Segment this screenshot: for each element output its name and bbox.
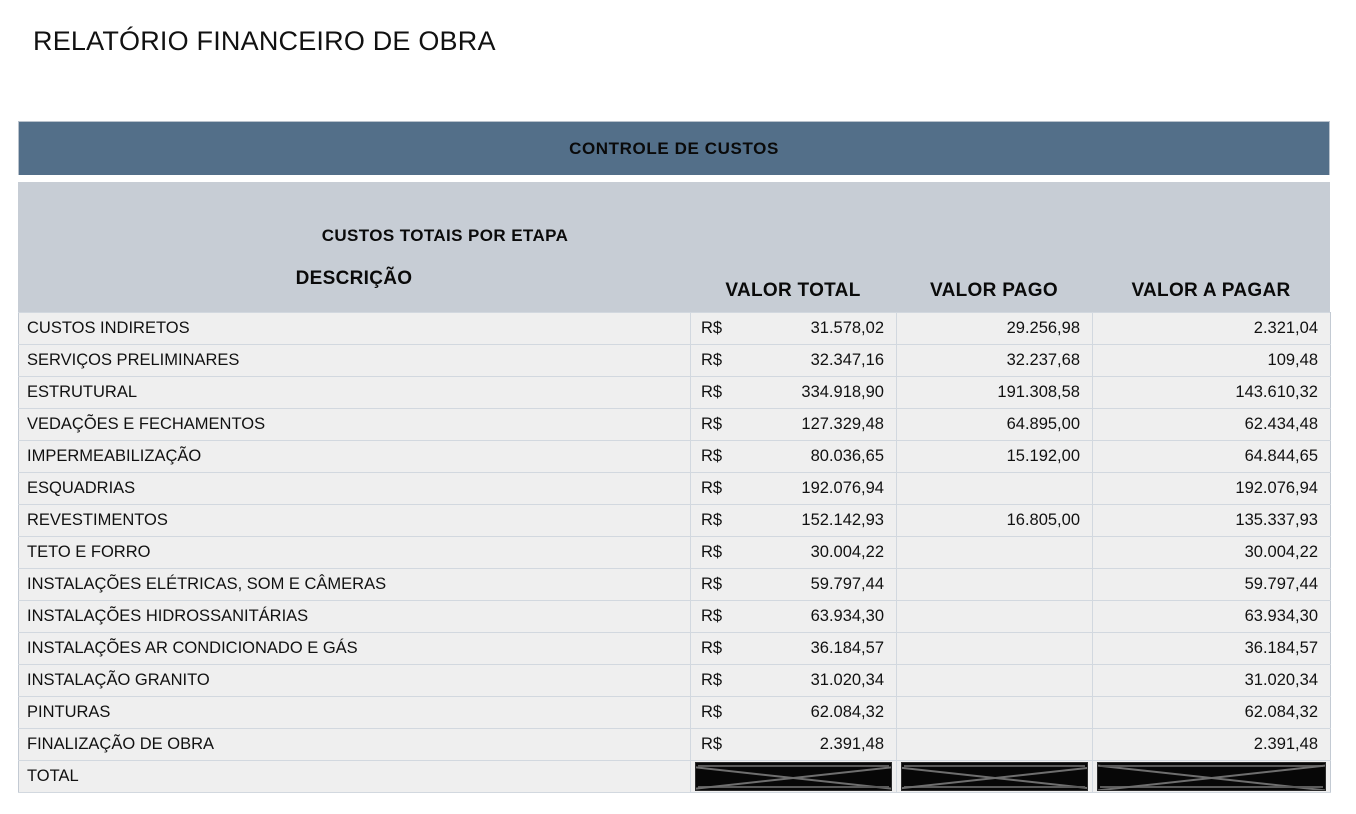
cell-valor-pago[interactable] bbox=[897, 601, 1093, 633]
redaction-bar-bottom bbox=[904, 786, 1085, 788]
cell-valor-a-pagar[interactable]: 135.337,93 bbox=[1093, 505, 1331, 537]
table-subtitle: CUSTOS TOTAIS POR ETAPA bbox=[321, 226, 569, 245]
cell-valor-total[interactable] bbox=[691, 665, 897, 697]
page-title: RELATÓRIO FINANCEIRO DE OBRA bbox=[33, 26, 496, 56]
cell-valor-total[interactable] bbox=[691, 537, 897, 569]
cell-descricao[interactable]: PINTURAS bbox=[19, 697, 691, 729]
table-row[interactable] bbox=[19, 697, 1331, 729]
cell-valor-pago[interactable]: 32.237,68 bbox=[897, 345, 1093, 377]
column-header-descricao: DESCRIÇÃO bbox=[295, 268, 413, 289]
amount-valor-total: 62.084,32 bbox=[810, 703, 884, 721]
cell-valor-a-pagar[interactable]: 36.184,57 bbox=[1093, 633, 1331, 665]
amount-valor-total: 334.918,90 bbox=[801, 383, 884, 401]
cell-valor-total[interactable] bbox=[691, 313, 897, 345]
currency-symbol: R$ bbox=[701, 543, 723, 561]
currency-symbol: R$ bbox=[701, 703, 723, 721]
redaction-bar-top bbox=[904, 765, 1085, 767]
cell-descricao[interactable]: INSTALAÇÕES HIDROSSANITÁRIAS bbox=[19, 601, 691, 633]
cell-valor-total[interactable] bbox=[691, 601, 897, 633]
cell-total-valor-total[interactable] bbox=[691, 761, 897, 793]
redaction-bar-bottom bbox=[1100, 786, 1323, 788]
column-header-valor-a-pagar: VALOR A PAGAR bbox=[1131, 280, 1291, 301]
amount-valor-total: 32.347,16 bbox=[810, 351, 884, 369]
cell-valor-total[interactable] bbox=[691, 729, 897, 761]
table-row[interactable] bbox=[19, 633, 1331, 665]
cell-valor-pago[interactable] bbox=[897, 665, 1093, 697]
table-row[interactable] bbox=[19, 345, 1331, 377]
amount-valor-total: 127.329,48 bbox=[801, 415, 884, 433]
currency-symbol: R$ bbox=[701, 575, 723, 593]
report-banner-label: CONTROLE DE CUSTOS bbox=[569, 138, 779, 158]
cell-descricao[interactable]: ESQUADRIAS bbox=[19, 473, 691, 505]
currency-symbol: R$ bbox=[701, 415, 723, 433]
table-row[interactable] bbox=[19, 665, 1331, 697]
cell-descricao[interactable]: IMPERMEABILIZAÇÃO bbox=[19, 441, 691, 473]
cell-valor-total[interactable] bbox=[691, 441, 897, 473]
cell-valor-pago[interactable] bbox=[897, 569, 1093, 601]
cost-table bbox=[18, 312, 1331, 793]
cell-valor-a-pagar[interactable]: 63.934,30 bbox=[1093, 601, 1331, 633]
table-row[interactable] bbox=[19, 313, 1331, 345]
cost-control-report bbox=[18, 121, 1330, 793]
currency-symbol: R$ bbox=[701, 607, 723, 625]
table-row[interactable] bbox=[19, 377, 1331, 409]
table-row[interactable] bbox=[19, 505, 1331, 537]
cell-valor-a-pagar[interactable]: 64.844,65 bbox=[1093, 441, 1331, 473]
cell-valor-a-pagar[interactable]: 59.797,44 bbox=[1093, 569, 1331, 601]
currency-symbol: R$ bbox=[701, 383, 723, 401]
cell-valor-total[interactable] bbox=[691, 345, 897, 377]
cell-valor-pago[interactable] bbox=[897, 729, 1093, 761]
currency-symbol: R$ bbox=[701, 479, 723, 497]
table-row[interactable] bbox=[19, 729, 1331, 761]
cell-valor-pago[interactable] bbox=[897, 697, 1093, 729]
redaction-mask bbox=[695, 762, 892, 791]
cell-valor-a-pagar[interactable]: 143.610,32 bbox=[1093, 377, 1331, 409]
column-header-row bbox=[18, 268, 1330, 302]
cell-valor-pago[interactable]: 29.256,98 bbox=[897, 313, 1093, 345]
cost-table-body bbox=[19, 313, 1331, 793]
redaction-mask bbox=[901, 762, 1088, 791]
cell-descricao[interactable]: SERVIÇOS PRELIMINARES bbox=[19, 345, 691, 377]
currency-symbol: R$ bbox=[701, 351, 723, 369]
table-row-total[interactable] bbox=[19, 761, 1331, 793]
cell-valor-pago[interactable]: 16.805,00 bbox=[897, 505, 1093, 537]
cell-descricao[interactable]: FINALIZAÇÃO DE OBRA bbox=[19, 729, 691, 761]
amount-valor-total: 63.934,30 bbox=[810, 607, 884, 625]
amount-valor-total: 80.036,65 bbox=[810, 447, 884, 465]
cell-valor-pago[interactable] bbox=[897, 537, 1093, 569]
cell-valor-a-pagar[interactable]: 30.004,22 bbox=[1093, 537, 1331, 569]
cell-valor-pago[interactable] bbox=[897, 473, 1093, 505]
report-banner bbox=[18, 121, 1330, 175]
amount-valor-total: 59.797,44 bbox=[810, 575, 884, 593]
cell-descricao[interactable]: VEDAÇÕES E FECHAMENTOS bbox=[19, 409, 691, 441]
currency-symbol: R$ bbox=[701, 671, 723, 689]
cell-valor-pago[interactable]: 191.308,58 bbox=[897, 377, 1093, 409]
currency-symbol: R$ bbox=[701, 319, 723, 337]
table-row[interactable] bbox=[19, 473, 1331, 505]
amount-valor-total: 36.184,57 bbox=[810, 639, 884, 657]
cell-total-valor-pago[interactable] bbox=[897, 761, 1093, 793]
cell-valor-total[interactable] bbox=[691, 473, 897, 505]
amount-valor-total: 192.076,94 bbox=[801, 479, 884, 497]
currency-symbol: R$ bbox=[701, 735, 723, 753]
table-row[interactable] bbox=[19, 569, 1331, 601]
cell-valor-total[interactable] bbox=[691, 377, 897, 409]
amount-valor-total: 31.020,34 bbox=[810, 671, 884, 689]
cell-total-valor-a-pagar[interactable] bbox=[1093, 761, 1331, 793]
cell-valor-a-pagar[interactable]: 2.321,04 bbox=[1093, 313, 1331, 345]
column-header-valor-pago: VALOR PAGO bbox=[930, 280, 1058, 301]
cell-valor-pago[interactable]: 64.895,00 bbox=[897, 409, 1093, 441]
cell-descricao[interactable]: INSTALAÇÕES ELÉTRICAS, SOM E CÂMERAS bbox=[19, 569, 691, 601]
cell-total-label[interactable]: TOTAL bbox=[19, 761, 691, 793]
cell-descricao[interactable]: TETO E FORRO bbox=[19, 537, 691, 569]
amount-valor-total: 152.142,93 bbox=[801, 511, 884, 529]
redaction-mask bbox=[1097, 762, 1326, 791]
redaction-bar-top bbox=[698, 765, 889, 767]
redaction-bar-bottom bbox=[698, 786, 889, 788]
table-row[interactable] bbox=[19, 537, 1331, 569]
cell-descricao[interactable]: INSTALAÇÃO GRANITO bbox=[19, 665, 691, 697]
cell-valor-a-pagar[interactable]: 62.434,48 bbox=[1093, 409, 1331, 441]
redaction-bar-top bbox=[1100, 765, 1323, 767]
table-row[interactable] bbox=[19, 601, 1331, 633]
cell-valor-total[interactable] bbox=[691, 409, 897, 441]
cell-descricao[interactable]: CUSTOS INDIRETOS bbox=[19, 313, 691, 345]
cell-valor-a-pagar[interactable]: 192.076,94 bbox=[1093, 473, 1331, 505]
cell-valor-total[interactable] bbox=[691, 633, 897, 665]
currency-symbol: R$ bbox=[701, 511, 723, 529]
amount-valor-total: 31.578,02 bbox=[810, 319, 884, 337]
banner-spacer bbox=[18, 175, 1330, 182]
cell-valor-a-pagar[interactable]: 109,48 bbox=[1093, 345, 1331, 377]
cell-valor-a-pagar[interactable]: 2.391,48 bbox=[1093, 729, 1331, 761]
table-row[interactable] bbox=[19, 409, 1331, 441]
cell-valor-pago[interactable] bbox=[897, 633, 1093, 665]
cell-valor-total[interactable] bbox=[691, 697, 897, 729]
cell-valor-total[interactable] bbox=[691, 505, 897, 537]
cell-valor-pago[interactable]: 15.192,00 bbox=[897, 441, 1093, 473]
cell-valor-a-pagar[interactable]: 31.020,34 bbox=[1093, 665, 1331, 697]
cell-descricao[interactable]: ESTRUTURAL bbox=[19, 377, 691, 409]
cell-valor-total[interactable] bbox=[691, 569, 897, 601]
column-header-valor-total: VALOR TOTAL bbox=[725, 280, 861, 301]
amount-valor-total: 30.004,22 bbox=[810, 543, 884, 561]
table-row[interactable] bbox=[19, 441, 1331, 473]
amount-valor-total: 2.391,48 bbox=[819, 735, 884, 753]
cell-valor-a-pagar[interactable]: 62.084,32 bbox=[1093, 697, 1331, 729]
cell-descricao[interactable]: REVESTIMENTOS bbox=[19, 505, 691, 537]
currency-symbol: R$ bbox=[701, 639, 723, 657]
cell-descricao[interactable]: INSTALAÇÕES AR CONDICIONADO E GÁS bbox=[19, 633, 691, 665]
currency-symbol: R$ bbox=[701, 447, 723, 465]
table-header-block bbox=[18, 182, 1330, 312]
